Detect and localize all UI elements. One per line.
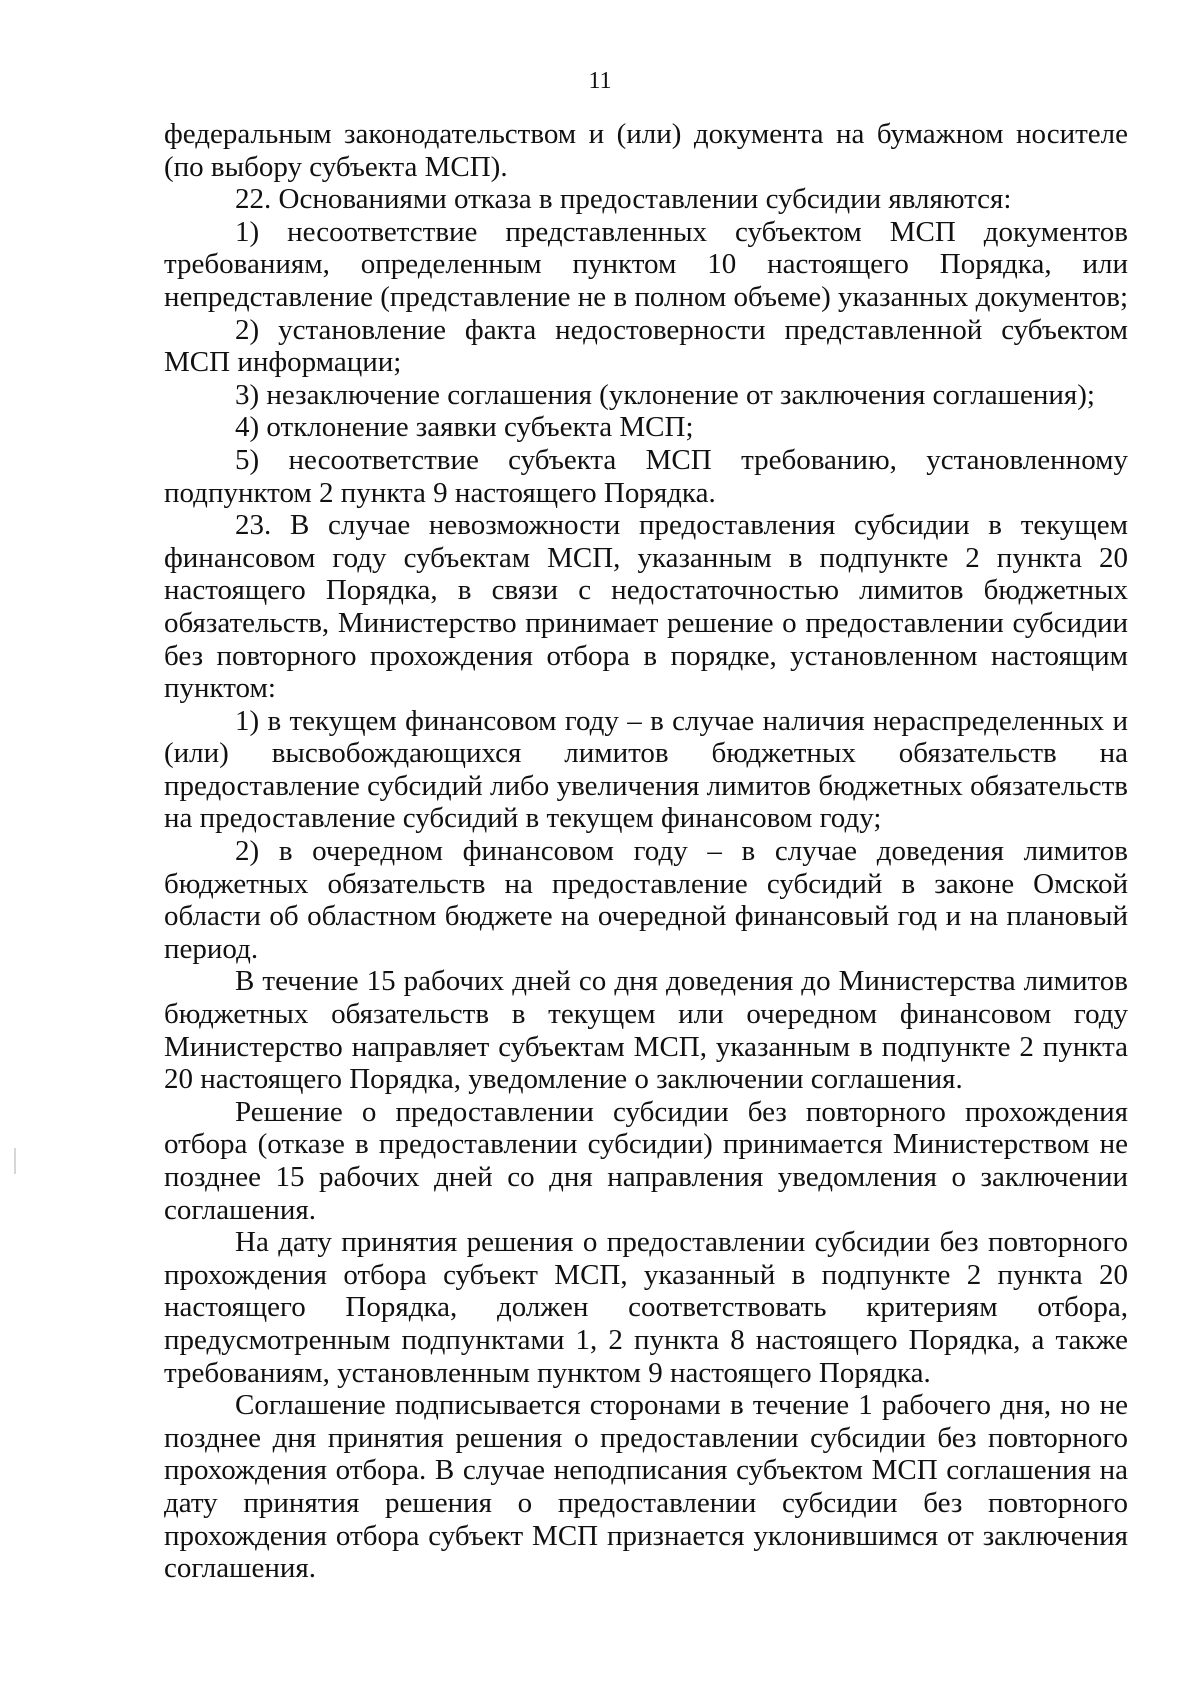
list-item-22-4: 4) отклонение заявки субъекта МСП;: [235, 411, 694, 444]
paragraph-continuation: федеральным законодательством и (или) документа на бумажном носителе (по выбору субъекта МСП).: [164, 118, 1128, 183]
paragraph-agreement-signing: Соглашение подписывается сторонами в течение 1 рабочего дня, но не позднее дня принятия решения о предоставлении субсидии без повторного прохождения отбора. В случае неподписания субъектом МСП соглашения на дату принятия решения о предоставлении субсидии без повторного прохождения отбора субъект МСП признается уклонившимся от заключения соглашения.: [164, 1389, 1128, 1585]
list-item-22-5: 5) несоответствие субъекта МСП требованию, установленному подпунктом 2 пункта 9 настоящего Порядка.: [164, 443, 1128, 509]
scan-artifact: [14, 1148, 16, 1174]
paragraph-criteria: На дату принятия решения о предоставлении субсидии без повторного прохождения отбора субъект МСП, указанный в подпункте 2 пункта 20 настоящего Порядка, должен соответствовать критериям отбора, предусмотренным подпунктами 1, 2 пункта 8 настоящего Порядка, а также требованиям, установленным пунктом 9 настоящего Порядка.: [164, 1226, 1128, 1389]
list-item-22-1: 1) несоответствие представленных субъектом МСП документов требованиям, определенным пунктом 10 настоящего Порядка, или непредставление (представление не в полном объеме) указанных документов;: [164, 215, 1128, 313]
page-number: 11: [588, 68, 612, 94]
paragraph-clause-23: 23. В случае невозможности предоставления субсидии в текущем финансовом году субъектам МСП, указанным в подпункте 2 пункта 20 настоящего Порядка, в связи с недостаточностью лимитов бюджетных обязательств, Министерство принимает решение о предоставлении субсидии без повторного прохождения отбора в порядке, установленном настоящим пунктом:: [164, 509, 1128, 705]
list-item-23-1: 1) в текущем финансовом году – в случае наличия нераспределенных и (или) высвобождающихся лимитов бюджетных обязательств на предоставление субсидий либо увеличения лимитов бюджетных обязательств на предоставление субсидий в текущем финансовом году;: [164, 704, 1128, 835]
paragraph-clause-22: 22. Основаниями отказа в предоставлении субсидии являются:: [235, 183, 1012, 216]
paragraph-notification-term: В течение 15 рабочих дней со дня доведения до Министерства лимитов бюджетных обязательств в текущем или очередном финансовом году Министерство направляет субъектам МСП, указанным в подпункте 2 пункта 20 настоящего Порядка, уведомление о заключении соглашения.: [164, 965, 1128, 1096]
list-item-22-2: 2) установление факта недостоверности представленной субъектом МСП информации;: [164, 313, 1128, 379]
document-body: [164, 118, 1128, 1585]
list-item-23-2: 2) в очередном финансовом году – в случае доведения лимитов бюджетных обязательств на предоставление субсидий в законе Омской области об областном бюджете на очередной финансовый год и на плановый период.: [164, 835, 1128, 965]
list-item-22-3: 3) незаключение соглашения (уклонение от заключения соглашения);: [235, 378, 1095, 411]
paragraph-decision-term: Решение о предоставлении субсидии без повторного прохождения отбора (отказе в предоставлении субсидии) принимается Министерством не позднее 15 рабочих дней со дня направления уведомления о заключении соглашения.: [164, 1095, 1128, 1226]
